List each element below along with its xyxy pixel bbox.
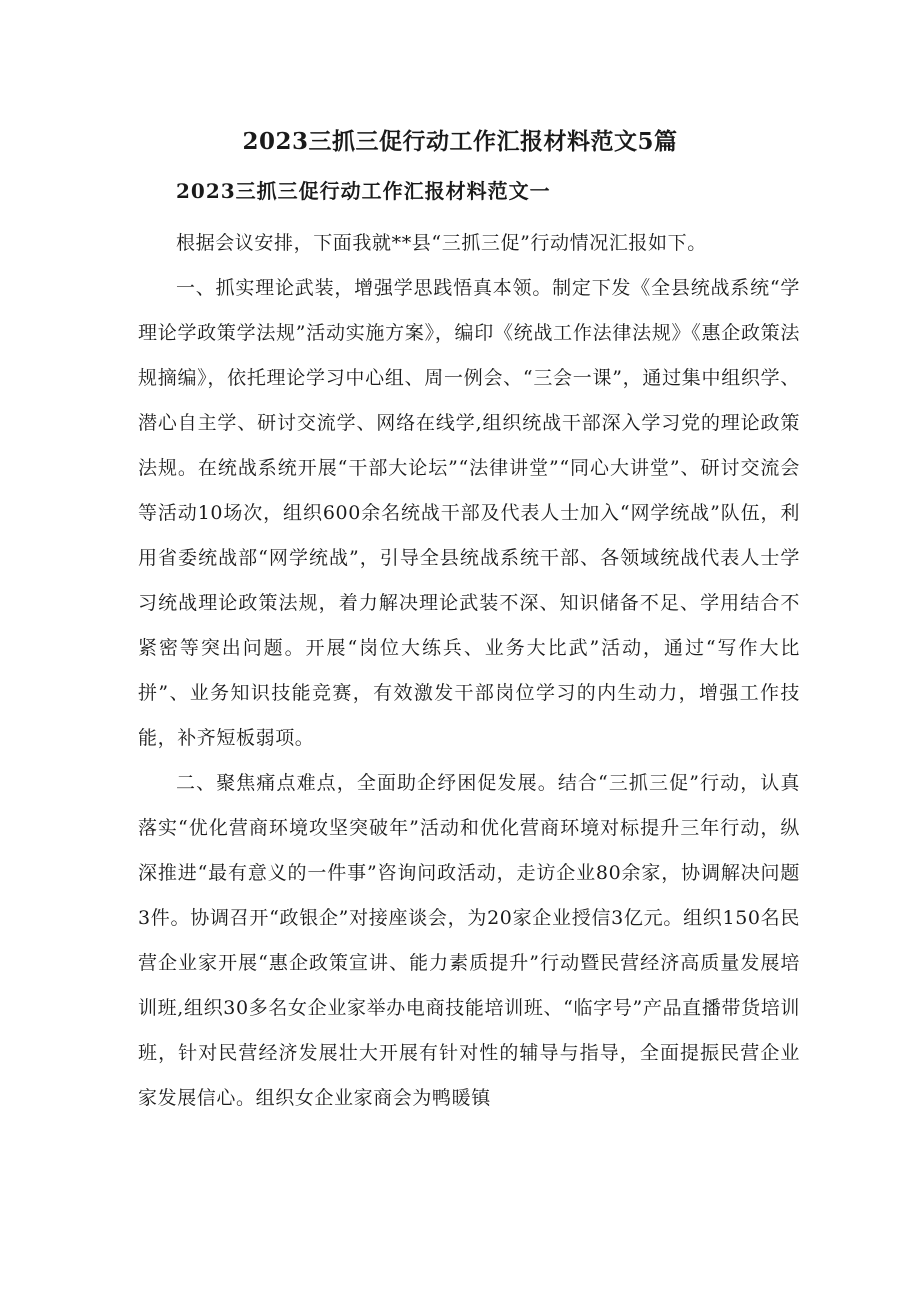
paragraph-enterprise: 二、聚焦痛点难点，全面助企纾困促发展。结合“三抓三促”行动，认真落实“优化营商环境攻坚突破年”活动和优化营商环境对标提升三年行动，纵深推进“最有意义的一件事”咨询问政活动，走访企业80余家，协调解决问题3件。协调召开“政银企”对接座谈会，为20家企业授信3亿元。组织150名民营企业家开展“惠企政策宣讲、能力素质提升”行动暨民营经济高质量发展培训班,组织30多名女企业家举办电商技能培训班、“临字号”产品直播带货培训班，针对民营经济发展壮大开展有针对性的辅导与指导，全面提振民营企业家发展信心。组织女企业家商会为鸭暖镇 xyxy=(138,772,800,1109)
document-body xyxy=(138,221,800,1121)
paragraph-intro: 根据会议安排，下面我就**县“三抓三促”行动情况汇报如下。 xyxy=(176,232,707,254)
paragraph-theory: 一、抓实理论武装，增强学思践悟真本领。制定下发《全县统战系统“学理论学政策学法规”活动实施方案》，编印《统战工作法律法规》《惠企政策法规摘编》，依托理论学习中心组、周一例会、“三会一课”，通过集中组织学、潜心自主学、研讨交流学、网络在线学,组织统战干部深入学习党的理论政策法规。在统战系统开展“干部大论坛”“法律讲堂”“同心大讲堂”、研讨交流会等活动10场次，组织600余名统战干部及代表人士加入“网学统战”队伍，利用省委统战部“网学统战”，引导全县统战系统干部、各领域统战代表人士学习统战理论政策法规，着力解决理论武装不深、知识储备不足、学用结合不紧密等突出问题。开展“岗位大练兵、业务大比武”活动，通过“写作大比拼”、业务知识技能竞赛，有效激发干部岗位学习的内生动力，增强工作技能，补齐短板弱项。 xyxy=(138,277,800,749)
section-heading: 2023三抓三促行动工作汇报材料范文一 xyxy=(176,179,551,203)
document-title: 2023三抓三促行动工作汇报材料范文5篇 xyxy=(242,128,678,155)
